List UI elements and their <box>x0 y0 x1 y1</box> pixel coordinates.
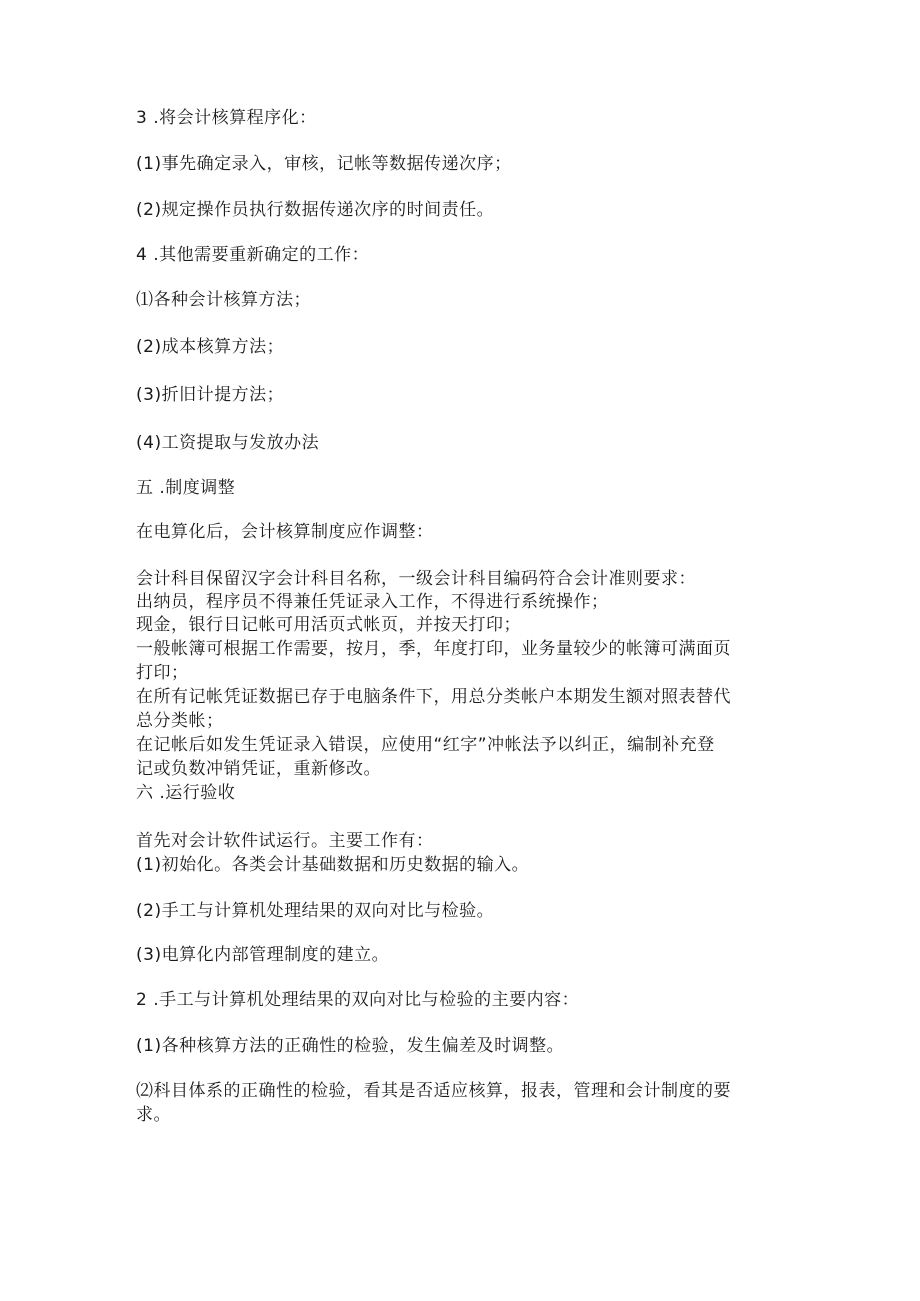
list-item: ⑴各种会计核算方法； <box>136 290 311 310</box>
paragraph-line: 总分类帐； <box>136 711 224 731</box>
paragraph-line: 会计科目保留汉字会计科目名称，一级会计科目编码符合会计准则要求： <box>136 569 696 589</box>
list-item: (1)初始化。各类会计基础数据和历史数据的输入。 <box>136 855 530 875</box>
paragraph-line: 记或负数冲销凭证，重新修改。 <box>136 759 381 779</box>
list-item: (4)工资提取与发放办法 <box>136 433 320 453</box>
list-item: (3)折旧计提方法； <box>136 385 285 405</box>
paragraph: 在电算化后，会计核算制度应作调整： <box>136 522 434 542</box>
list-item-continuation: 求。 <box>136 1105 171 1125</box>
list-item: (3)电算化内部管理制度的建立。 <box>136 945 390 965</box>
list-item: (1)各种核算方法的正确性的检验，发生偏差及时调整。 <box>136 1036 565 1056</box>
paragraph-line: 打印； <box>136 663 189 683</box>
paragraph-line: 现金，银行日记帐可用活页式帐页，并按天打印； <box>136 615 521 635</box>
list-item: (1)事先确定录入，审核，记帐等数据传递次序； <box>136 154 512 174</box>
list-item: (2)手工与计算机处理结果的双向对比与检验。 <box>136 901 495 921</box>
list-item: (2)规定操作员执行数据传递次序的时间责任。 <box>136 200 495 220</box>
paragraph-line: 一般帐簿可根据工作需要，按月，季，年度打印，业务量较少的帐簿可满面页 <box>136 639 731 659</box>
section-heading-2: 2 .手工与计算机处理结果的双向对比与检验的主要内容： <box>136 990 580 1010</box>
paragraph-line: 首先对会计软件试运行。主要工作有： <box>136 831 434 851</box>
section-heading-5: 五 .制度调整 <box>136 478 236 498</box>
list-item: (2)成本核算方法； <box>136 337 285 357</box>
list-item: ⑵科目体系的正确性的检验，看其是否适应核算，报表，管理和会计制度的要 <box>136 1081 731 1101</box>
paragraph-line: 在记帐后如发生凭证录入错误，应使用“红字”冲帐法予以纠正，编制补充登 <box>136 735 715 755</box>
paragraph-line: 出纳员，程序员不得兼任凭证录入工作，不得进行系统操作； <box>136 592 609 612</box>
section-heading-3: 3 .将会计核算程序化： <box>136 108 317 128</box>
section-heading-6: 六 .运行验收 <box>136 783 236 803</box>
section-heading-4: 4 .其他需要重新确定的工作： <box>136 245 370 265</box>
paragraph-line: 在所有记帐凭证数据已存于电脑条件下，用总分类帐户本期发生额对照表替代 <box>136 687 731 707</box>
